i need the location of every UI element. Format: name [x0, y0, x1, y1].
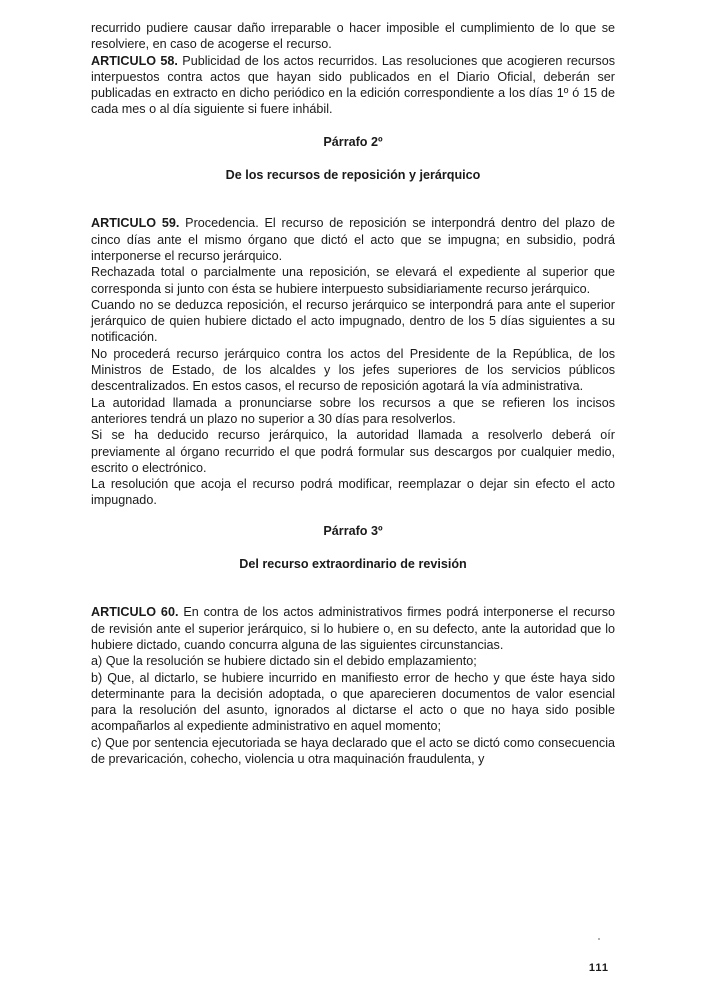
article-60-text: En contra de los actos administrativos firmes podrá interponerse el recurso de revisión ante el superior jerárquico, si lo hubiere o, en su defecto, ante la autoridad que lo hubiere dictado, cuando concurra alguna de las siguientes circunstancias. [91, 605, 615, 652]
parrafo-2-title: Párrafo 2º [323, 134, 383, 149]
article-59-text: Procedencia. El recurso de reposición se interpondrá dentro del plazo de cinco días ante el mismo órgano que dictó el acto que se impugna; en subsidio, podrá interponerse el recurso jerárquico. [91, 216, 615, 263]
article-60 [91, 604, 615, 653]
scan-speck [598, 938, 600, 940]
article-59-paragraph: Si se ha deducido recurso jerárquico, la autoridad llamada a resolverlo deberá oír previamente al órgano recurrido el que podrá formular sus descargos por cualquier medio, escrito o electrónico. [91, 428, 615, 475]
article-59-paragraph: No procederá recurso jerárquico contra los actos del Presidente de la República, de los Ministros de Estado, de los alcaldes y los jefes superiores de los servicios públicos descentralizados. En estos casos, el recurso de reposición agotará la vía administrativa. [91, 346, 615, 394]
parrafo-2-subtitle: De los recursos de reposición y jerárquico [225, 168, 481, 183]
article-60-item: a) Que la resolución se hubiere dictado sin el debido emplazamiento; [91, 654, 477, 669]
parrafo-3-title: Párrafo 3º [323, 523, 383, 538]
article-59-paragraph: La resolución que acoja el recurso podrá modificar, reemplazar o dejar sin efecto el acto impugnado. [91, 477, 615, 508]
article-59-paragraph: Cuando no se deduzca reposición, el recurso jerárquico se interpondrá para ante el superior jerárquico de quien hubiere dictado el acto impugnado, dentro de los 5 días siguientes a su notificación. [91, 297, 615, 345]
parrafo-3-subtitle: Del recurso extraordinario de revisión [239, 557, 467, 572]
document-body [91, 20, 615, 767]
article-58-label: ARTICULO 58. [91, 53, 178, 68]
article-59-label: ARTICULO 59. [91, 216, 180, 231]
article-59 [91, 215, 615, 264]
article-58 [91, 53, 615, 118]
article-59-paragraph: La autoridad llamada a pronunciarse sobre los recursos a que se refieren los incisos anteriores tendrá un plazo no superior a 30 días para resolverlos. [91, 395, 615, 426]
article-60-item: c) Que por sentencia ejecutoriada se haya declarado que el acto se dictó como consecuencia de prevaricación, cohecho, violencia u otra maquinación fraudulenta, y [91, 735, 615, 766]
intro-paragraph: recurrido pudiere causar daño irreparable o hacer imposible el cumplimiento de lo que se resolviere, en caso de acogerse el recurso. [91, 21, 615, 52]
article-59-paragraph: Rechazada total o parcialmente una reposición, se elevará el expediente al superior que corresponda si junto con ésta se hubiere interpuesto subsidiariamente recurso jerárquico. [91, 265, 615, 296]
article-60-label: ARTICULO 60. [91, 605, 179, 620]
page-number: 111 [588, 962, 609, 974]
article-60-item: b) Que, al dictarlo, se hubiere incurrido en manifiesto error de hecho y que éste haya sido determinante para la decisión adoptada, o que aparecieren documentos de valor esencial para la resolución del asunto, ignorados al dictarse el acto o que no haya sido posible acompañarlos al expediente administrativo en aquel momento; [91, 670, 615, 734]
article-58-text: Publicidad de los actos recurridos. Las resoluciones que acogieren recursos interpuestos contra actos que hayan sido publicados en el Diario Oficial, deberán ser publicadas en extracto en dicho periódico en la edición correspondiente a los días 1º ó 15 de cada mes o al día siguiente si fuere inhábil. [91, 53, 615, 117]
